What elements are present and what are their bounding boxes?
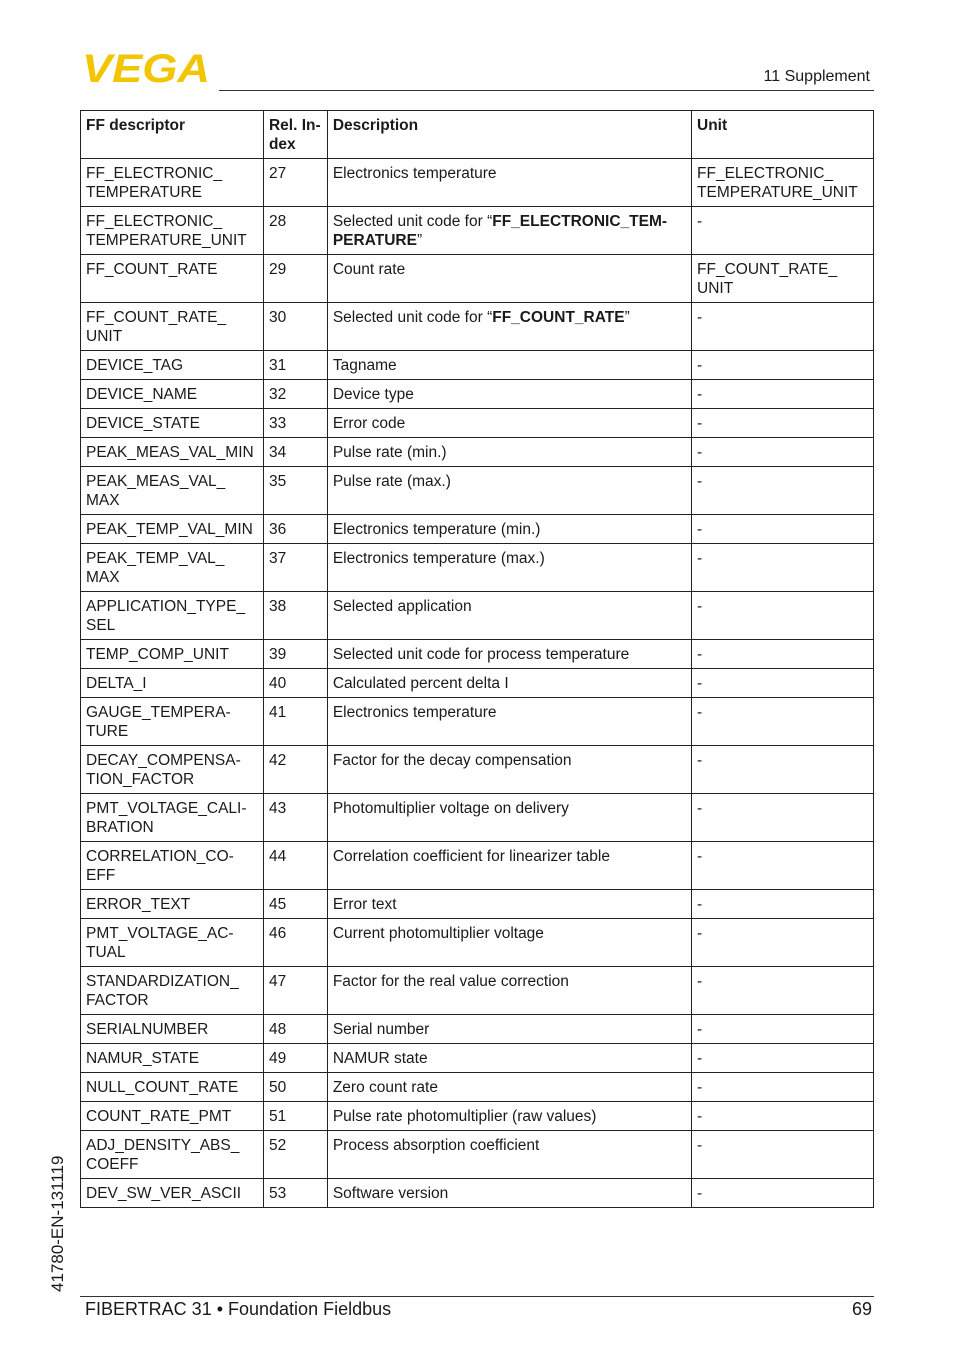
footer-divider (80, 1296, 874, 1297)
description-cell (327, 1073, 691, 1102)
index-cell: 38 (263, 592, 327, 640)
table-row (81, 592, 874, 640)
table-row (81, 746, 874, 794)
description-text: Software version (332, 1185, 449, 1202)
vega-logo (82, 52, 212, 84)
unit-cell: - (692, 842, 874, 890)
svg-text:VEGA: VEGA (82, 52, 210, 84)
document-id: 41780-EN-131119 (48, 1155, 67, 1292)
unit-cell: - (692, 380, 874, 409)
unit-cell: - (692, 467, 874, 515)
table-row (81, 467, 874, 515)
table-row (81, 380, 874, 409)
index-cell: 45 (263, 890, 327, 919)
description-text: Selected unit code for “ (332, 309, 493, 326)
descriptor-cell: COUNT_RATE_PMT (81, 1102, 264, 1131)
description-text: Calculated percent delta I (332, 675, 509, 692)
descriptor-cell: CORRELATION_CO- EFF (81, 842, 264, 890)
description-text: Pulse rate photomultiplier (raw values) (332, 1108, 597, 1125)
descriptor-cell: PMT_VOLTAGE_AC- TUAL (81, 919, 264, 967)
index-cell: 51 (263, 1102, 327, 1131)
table-row (81, 1044, 874, 1073)
description-text: ” (416, 232, 423, 249)
description-cell (327, 515, 691, 544)
descriptor-cell: DEVICE_STATE (81, 409, 264, 438)
table-row (81, 1073, 874, 1102)
index-cell: 34 (263, 438, 327, 467)
unit-cell: - (692, 919, 874, 967)
index-cell: 41 (263, 698, 327, 746)
table-row (81, 255, 874, 303)
description-cell (327, 919, 691, 967)
index-cell: 52 (263, 1131, 327, 1179)
descriptor-cell: PEAK_TEMP_VAL_MIN (81, 515, 264, 544)
descriptor-cell: APPLICATION_TYPE_ SEL (81, 592, 264, 640)
description-text: Factor for the real value correction (332, 973, 569, 990)
index-cell: 53 (263, 1179, 327, 1208)
footer-title: FIBERTRAC 31 • Foundation Fieldbus (85, 1299, 392, 1319)
table-row (81, 842, 874, 890)
descriptor-cell: PEAK_MEAS_VAL_MIN (81, 438, 264, 467)
descriptor-cell: DEVICE_TAG (81, 351, 264, 380)
description-text: Error text (332, 896, 397, 913)
index-cell: 46 (263, 919, 327, 967)
description-text: Current photomultiplier voltage (332, 925, 544, 942)
description-cell (327, 544, 691, 592)
description-cell (327, 380, 691, 409)
unit-cell: - (692, 207, 874, 255)
unit-cell: - (692, 1179, 874, 1208)
description-cell (327, 794, 691, 842)
table-row (81, 890, 874, 919)
description-text: Electronics temperature (max.) (332, 550, 545, 567)
description-text: Electronics temperature (min.) (332, 521, 541, 538)
description-text: Serial number (332, 1021, 430, 1038)
table-row (81, 1015, 874, 1044)
descriptor-cell: DELTA_I (81, 669, 264, 698)
table-row (81, 669, 874, 698)
descriptor-cell: ADJ_DENSITY_ABS_ COEFF (81, 1131, 264, 1179)
description-cell (327, 669, 691, 698)
index-cell: 33 (263, 409, 327, 438)
descriptor-cell: SERIALNUMBER (81, 1015, 264, 1044)
description-text: Device type (332, 386, 414, 403)
index-cell: 32 (263, 380, 327, 409)
unit-cell: - (692, 1102, 874, 1131)
unit-cell: - (692, 409, 874, 438)
description-text: Selected application (332, 598, 472, 615)
descriptor-cell: PEAK_TEMP_VAL_ MAX (81, 544, 264, 592)
table-row (81, 698, 874, 746)
table-row (81, 351, 874, 380)
descriptor-cell: DECAY_COMPENSA- TION_FACTOR (81, 746, 264, 794)
description-text: NAMUR state (332, 1050, 428, 1067)
column-header: FF descriptor (81, 111, 264, 159)
index-cell: 30 (263, 303, 327, 351)
index-cell: 36 (263, 515, 327, 544)
description-text: Photomultiplier voltage on delivery (332, 800, 569, 817)
description-cell (327, 967, 691, 1015)
description-cell (327, 1102, 691, 1131)
page-number: 69 (851, 1299, 872, 1319)
description-cell (327, 159, 691, 207)
description-text: Electronics temperature (332, 704, 497, 721)
table-row (81, 967, 874, 1015)
index-cell: 35 (263, 467, 327, 515)
index-cell: 28 (263, 207, 327, 255)
description-text: Tagname (332, 357, 397, 374)
description-cell (327, 592, 691, 640)
description-cell (327, 467, 691, 515)
description-text: Correlation coefficient for linearizer table (332, 848, 610, 865)
description-cell (327, 409, 691, 438)
unit-cell: - (692, 1044, 874, 1073)
table-row (81, 438, 874, 467)
description-cell (327, 640, 691, 669)
description-text: ” (624, 309, 630, 326)
parameter-table (80, 110, 874, 1208)
descriptor-cell: NULL_COUNT_RATE (81, 1073, 264, 1102)
index-cell: 43 (263, 794, 327, 842)
unit-cell: - (692, 967, 874, 1015)
index-cell: 31 (263, 351, 327, 380)
description-bold-ref: FF_ELECTRONIC_TEM- PERATURE (332, 213, 668, 249)
index-cell: 40 (263, 669, 327, 698)
descriptor-cell: DEVICE_NAME (81, 380, 264, 409)
unit-cell: - (692, 890, 874, 919)
unit-cell: - (692, 1131, 874, 1179)
unit-cell: - (692, 303, 874, 351)
description-text: Count rate (332, 261, 406, 278)
description-cell (327, 303, 691, 351)
unit-cell: - (692, 1015, 874, 1044)
table-row (81, 515, 874, 544)
description-text: Selected unit code for “ (332, 213, 493, 230)
unit-cell: - (692, 794, 874, 842)
table-row (81, 640, 874, 669)
index-cell: 50 (263, 1073, 327, 1102)
description-bold-ref: FF_COUNT_RATE (492, 309, 625, 326)
description-cell (327, 1179, 691, 1208)
description-text: Error code (332, 415, 406, 432)
description-cell (327, 698, 691, 746)
descriptor-cell: STANDARDIZATION_ FACTOR (81, 967, 264, 1015)
description-cell (327, 842, 691, 890)
descriptor-cell: NAMUR_STATE (81, 1044, 264, 1073)
descriptor-cell: ERROR_TEXT (81, 890, 264, 919)
description-text: Electronics temperature (332, 165, 497, 182)
descriptor-cell: PMT_VOLTAGE_CALI- BRATION (81, 794, 264, 842)
description-cell (327, 207, 691, 255)
descriptor-cell: PEAK_MEAS_VAL_ MAX (81, 467, 264, 515)
descriptor-cell: FF_ELECTRONIC_ TEMPERATURE_UNIT (81, 207, 264, 255)
column-header: Description (327, 111, 691, 159)
unit-cell: - (692, 515, 874, 544)
descriptor-cell: FF_COUNT_RATE (81, 255, 264, 303)
description-cell (327, 890, 691, 919)
index-cell: 49 (263, 1044, 327, 1073)
section-title: 11 Supplement (763, 68, 870, 85)
unit-cell: - (692, 1073, 874, 1102)
description-cell (327, 255, 691, 303)
table-row (81, 207, 874, 255)
description-cell (327, 1131, 691, 1179)
index-cell: 37 (263, 544, 327, 592)
description-text: Process absorption coefficient (332, 1137, 540, 1154)
unit-cell: FF_ELECTRONIC_ TEMPERATURE_UNIT (692, 159, 874, 207)
table-row (81, 794, 874, 842)
unit-cell: - (692, 592, 874, 640)
description-cell (327, 1015, 691, 1044)
description-text: Pulse rate (max.) (332, 473, 451, 490)
description-text: Pulse rate (min.) (332, 444, 447, 461)
table-body (81, 159, 874, 1208)
index-cell: 44 (263, 842, 327, 890)
unit-cell: - (692, 669, 874, 698)
description-cell (327, 1044, 691, 1073)
unit-cell: - (692, 438, 874, 467)
unit-cell: - (692, 351, 874, 380)
table-row (81, 409, 874, 438)
index-cell: 42 (263, 746, 327, 794)
table-header-row (81, 111, 874, 159)
description-text: Zero count rate (332, 1079, 438, 1096)
table-row (81, 303, 874, 351)
descriptor-cell: GAUGE_TEMPERA- TURE (81, 698, 264, 746)
table-row (81, 1179, 874, 1208)
header-divider (219, 90, 874, 91)
unit-cell: - (692, 640, 874, 669)
index-cell: 47 (263, 967, 327, 1015)
column-header: Rel. In- dex (263, 111, 327, 159)
unit-cell: - (692, 746, 874, 794)
index-cell: 29 (263, 255, 327, 303)
table-row (81, 1131, 874, 1179)
column-header: Unit (692, 111, 874, 159)
description-text: Selected unit code for process temperature (332, 646, 630, 663)
descriptor-cell: TEMP_COMP_UNIT (81, 640, 264, 669)
index-cell: 48 (263, 1015, 327, 1044)
description-text: Factor for the decay compensation (332, 752, 572, 769)
table-row (81, 544, 874, 592)
description-cell (327, 746, 691, 794)
table-row (81, 919, 874, 967)
unit-cell: - (692, 544, 874, 592)
index-cell: 27 (263, 159, 327, 207)
unit-cell: FF_COUNT_RATE_ UNIT (692, 255, 874, 303)
description-cell (327, 351, 691, 380)
descriptor-cell: FF_ELECTRONIC_ TEMPERATURE (81, 159, 264, 207)
descriptor-cell: FF_COUNT_RATE_ UNIT (81, 303, 264, 351)
unit-cell: - (692, 698, 874, 746)
descriptor-cell: DEV_SW_VER_ASCII (81, 1179, 264, 1208)
description-cell (327, 438, 691, 467)
table-row (81, 159, 874, 207)
index-cell: 39 (263, 640, 327, 669)
table-row (81, 1102, 874, 1131)
